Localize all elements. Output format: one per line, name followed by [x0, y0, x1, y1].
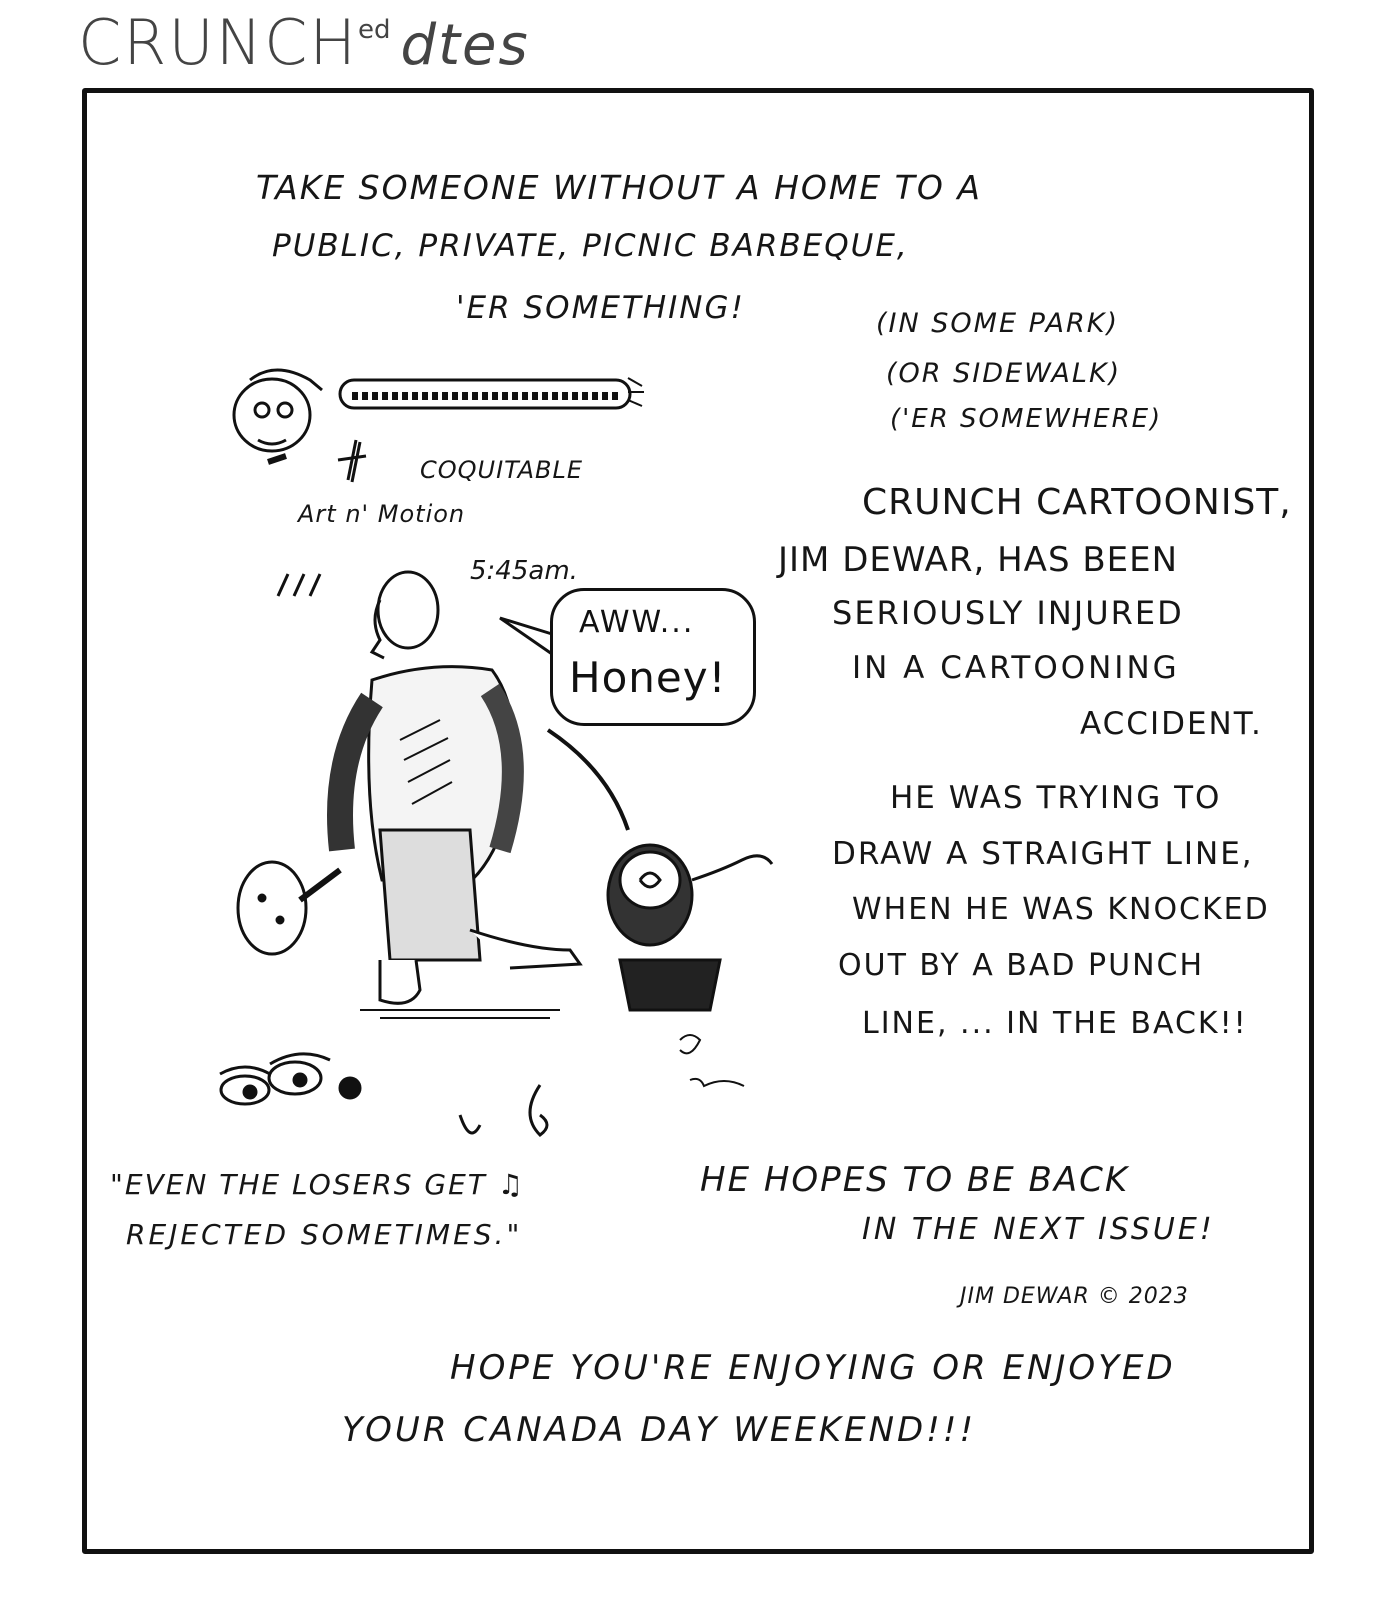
notice-line-5: ACCIDENT.: [1080, 706, 1263, 742]
notice-para2-line-2: DRAW A STRAIGHT LINE,: [832, 836, 1254, 872]
speech-bubble-line-1: AWW...: [579, 605, 695, 640]
sketch-timestamp: 5:45am.: [470, 556, 578, 586]
notice-line-2: JIM DEWAR, HAS BEEN: [778, 540, 1179, 580]
speech-bubble-tail: [500, 618, 552, 654]
notice-para2-line-1: HE WAS TRYING TO: [890, 780, 1222, 816]
intro-line-1: TAKE SOMEONE WITHOUT A HOME TO A: [256, 168, 982, 207]
title-main: CRUNCH: [78, 6, 359, 79]
notice-line-4: IN A CARTOONING: [852, 650, 1180, 686]
smoking-pot-icon: [608, 845, 772, 1010]
intro-aside-3: ('ER SOMEWHERE): [890, 404, 1163, 434]
intro-aside-2: (OR SIDEWALK): [886, 358, 1122, 389]
quote-line-2: REJECTED SOMETIMES.": [126, 1218, 523, 1251]
hatch-marks: [278, 574, 320, 596]
closing-line-1: HOPE YOU'RE ENJOYING OR ENJOYED: [450, 1348, 1176, 1388]
pebbles-doodle: [680, 1035, 744, 1086]
notice-para2-line-3: WHEN HE WAS KNOCKED: [852, 892, 1270, 927]
sketch-caption-2: Art n' Motion: [298, 500, 466, 528]
title-superscript: ed: [358, 15, 391, 45]
notice-para2-line-5: LINE, ... IN THE BACK!!: [862, 1006, 1248, 1041]
notice-line-3: SERIOUSLY INJURED: [832, 594, 1184, 632]
sketch-caption-1: COQUITABLE: [420, 456, 584, 484]
notice-para2-line-4: OUT BY A BAD PUNCH: [838, 948, 1205, 983]
return-note-line-2: IN THE NEXT ISSUE!: [862, 1212, 1215, 1247]
return-note-line-1: HE HOPES TO BE BACK: [700, 1160, 1130, 1200]
angry-eyes-icon: [220, 1054, 360, 1104]
baguette-icon: [340, 378, 644, 408]
closing-line-2: YOUR CANADA DAY WEEKEND!!!: [342, 1410, 977, 1450]
spatula-icon: [238, 862, 340, 954]
intro-aside-1: (IN SOME PARK): [876, 308, 1120, 339]
title-rest: dtes: [400, 13, 530, 78]
notice-line-1: CRUNCH CARTOONIST,: [862, 482, 1292, 523]
speech-bubble-line-2: Honey!: [569, 653, 727, 702]
quote-line-1: "EVEN THE LOSERS GET ♫: [110, 1168, 525, 1201]
intro-line-2: PUBLIC, PRIVATE, PICNIC BARBEQUE,: [272, 228, 909, 264]
artist-signature: JIM DEWAR © 2023: [960, 1284, 1189, 1309]
head-doodle-icon: [234, 370, 322, 462]
speech-bubble: [550, 588, 756, 726]
intro-line-3: 'ER SOMETHING!: [456, 290, 745, 326]
squiggle-doodle: [460, 1085, 547, 1135]
scratch-marks: [338, 440, 366, 482]
thrown-arc: [548, 730, 628, 830]
